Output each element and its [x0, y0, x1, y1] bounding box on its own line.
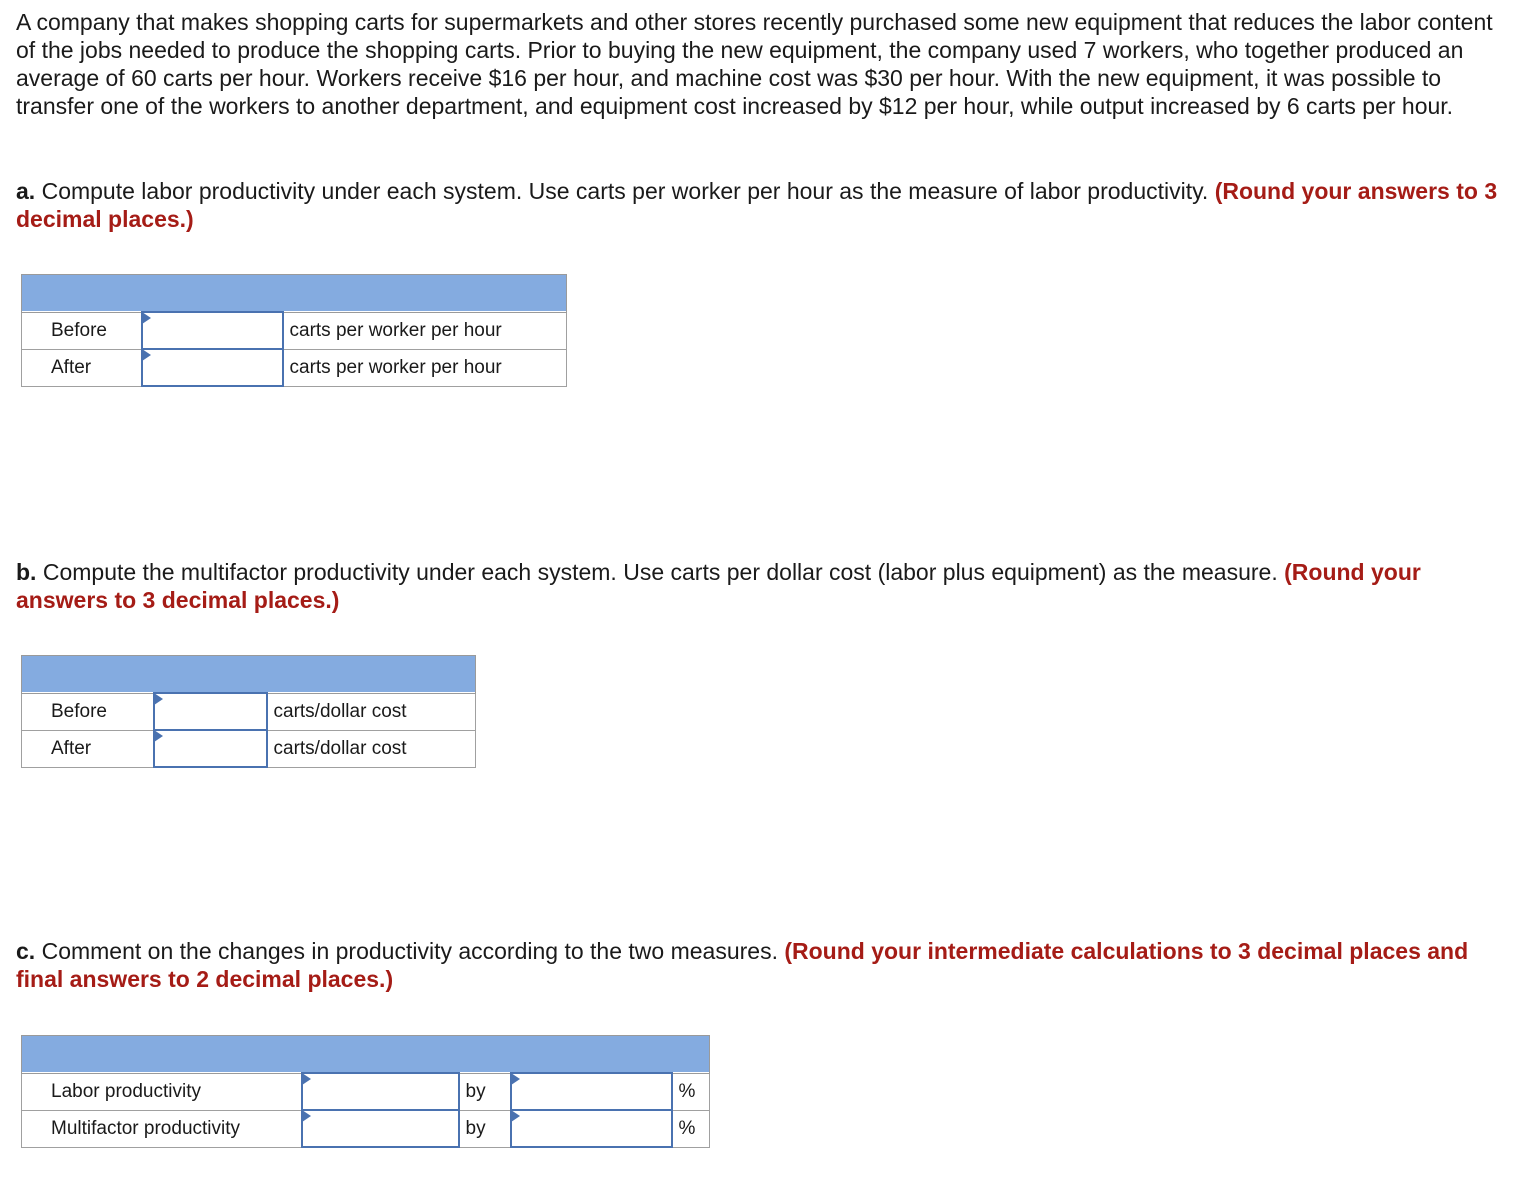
table-header-row	[22, 1036, 710, 1074]
table-row	[22, 1110, 710, 1147]
row-label: After	[22, 349, 142, 386]
answer-cell	[142, 349, 283, 386]
answer-cell	[511, 1073, 672, 1110]
row-label: After	[22, 730, 154, 767]
answer-cell	[302, 1110, 459, 1147]
labor-productivity-after-input[interactable]	[143, 350, 282, 385]
table-row	[22, 693, 476, 730]
by-label: by	[459, 1073, 511, 1110]
answer-cell	[142, 312, 283, 349]
table-row	[22, 1073, 710, 1110]
part-c-instruction: (Round your intermediate calculations to 3 decimal places and final answers to 2 decimal places.)	[16, 938, 1469, 992]
part-a-label: a.	[16, 178, 36, 204]
answer-cell	[302, 1073, 459, 1110]
unit-label: carts per worker per hour	[283, 312, 567, 349]
part-c-table	[21, 1035, 710, 1148]
multifactor-change-percent-input[interactable]	[512, 1111, 671, 1146]
percent-label: %	[672, 1110, 710, 1147]
multifactor-before-input[interactable]	[155, 694, 266, 729]
labor-change-percent-input[interactable]	[512, 1074, 671, 1109]
part-b-table	[21, 655, 476, 768]
row-label: Before	[22, 693, 154, 730]
row-label: Before	[22, 312, 142, 349]
part-b-text: Compute the multifactor productivity under each system. Use carts per dollar cost (labor plus equipment) as the measure.	[42, 559, 1278, 585]
part-a-table	[21, 274, 567, 387]
answer-cell	[154, 693, 267, 730]
part-c-label: c.	[16, 938, 36, 964]
unit-label: carts per worker per hour	[283, 349, 567, 386]
labor-productivity-before-input[interactable]	[143, 313, 282, 348]
unit-label: carts/dollar cost	[267, 730, 476, 767]
part-a-instruction: (Round your answers to 3 decimal places.)	[16, 178, 1498, 232]
multifactor-change-direction-input[interactable]	[303, 1111, 458, 1146]
row-label: Multifactor productivity	[22, 1110, 302, 1147]
part-a-text: Compute labor productivity under each system. Use carts per worker per hour as the measure of labor productivity.	[41, 178, 1209, 204]
table-row	[22, 312, 567, 349]
part-c-text: Comment on the changes in productivity according to the two measures.	[41, 938, 778, 964]
table-row	[22, 730, 476, 767]
table-row	[22, 349, 567, 386]
row-label: Labor productivity	[22, 1073, 302, 1110]
labor-change-direction-input[interactable]	[303, 1074, 458, 1109]
part-b-question	[16, 558, 1510, 614]
by-label: by	[459, 1110, 511, 1147]
problem-statement: A company that makes shopping carts for supermarkets and other stores recently purchased some new equipment that reduces the labor content of the jobs needed to produce the shopping carts. Prior to buying the new equipment, the company used 7 workers, who together produced an average of 60 carts per hour. Workers receive $16 per hour, and machine cost was $30 per hour. With the new equipment, it was possible to transfer one of the workers to another department, and equipment cost increased by $12 per hour, while output increased by 6 carts per hour.	[16, 9, 1493, 119]
table-header-row	[22, 656, 476, 694]
answer-cell	[511, 1110, 672, 1147]
part-a-question	[16, 177, 1510, 233]
answer-cell	[154, 730, 267, 767]
part-b-label: b.	[16, 559, 37, 585]
table-header-row	[22, 275, 567, 313]
unit-label: carts/dollar cost	[267, 693, 476, 730]
part-b-instruction: (Round your answers to 3 decimal places.)	[16, 559, 1421, 613]
percent-label: %	[672, 1073, 710, 1110]
multifactor-after-input[interactable]	[155, 731, 266, 766]
part-c-question	[16, 937, 1510, 993]
